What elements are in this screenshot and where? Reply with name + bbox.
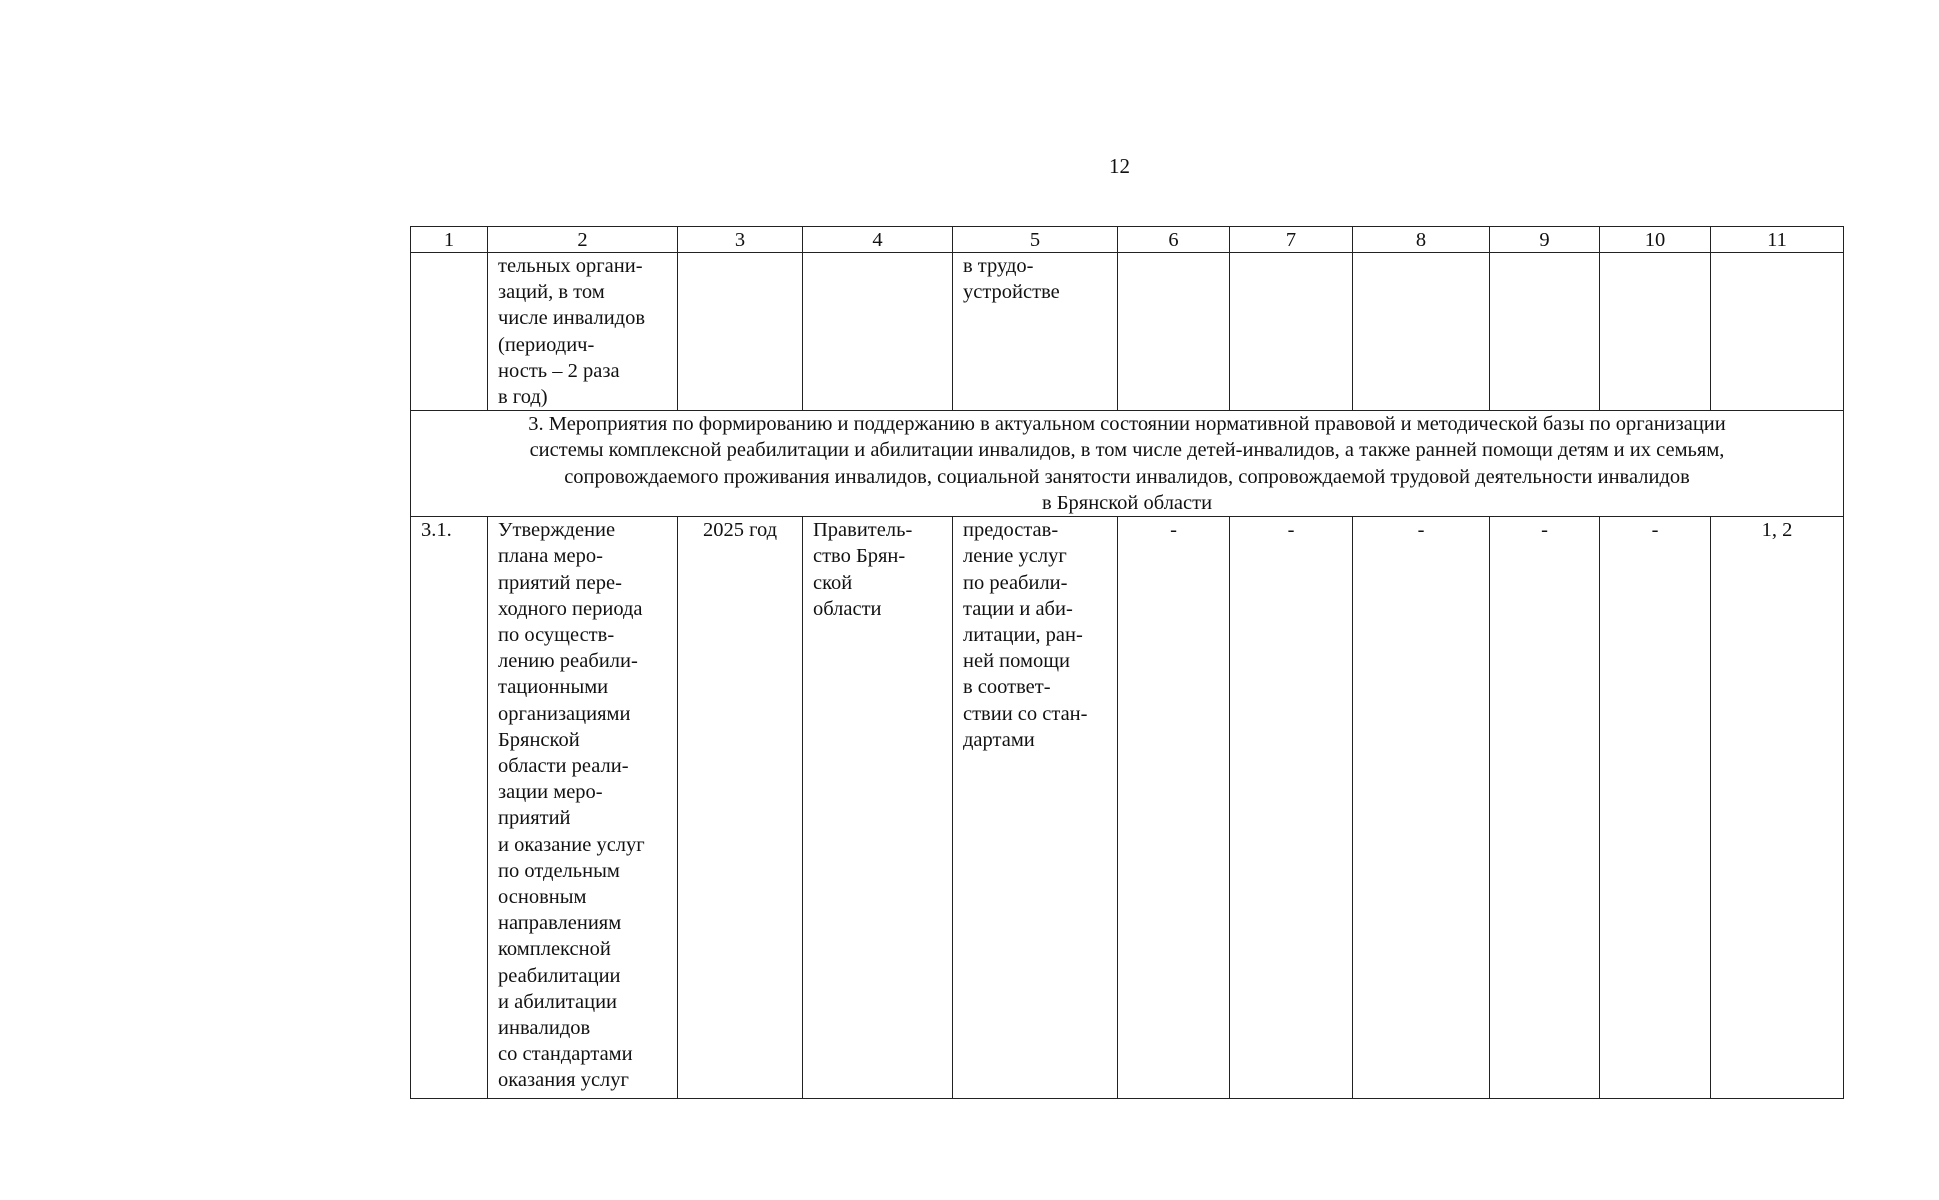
table-cell — [1600, 253, 1711, 411]
table-cell — [803, 253, 953, 411]
value-cell: - — [1353, 517, 1490, 1099]
section-header: 3. Мероприятия по формированию и поддержанию в актуальном состоянии нормативной правовой и методической базы по организации системы комплексной реабилитации и абилитации инвалидов, в том числе детей-инвалидов, а также ранней помощи детям и их семьям, сопровождаемого проживания инвалидов, социальной занятости инвалидов, сопровождаемой трудовой деятельности инвалидов в Брянской области — [411, 411, 1844, 517]
column-number: 1 — [411, 227, 488, 253]
table-cell — [678, 253, 803, 411]
column-number: 7 — [1230, 227, 1353, 253]
value-cell: - — [1118, 517, 1230, 1099]
table-cell — [1230, 253, 1353, 411]
column-number: 10 — [1600, 227, 1711, 253]
item-number-cell: 3.1. — [411, 517, 488, 1099]
column-number: 8 — [1353, 227, 1490, 253]
section-header-row — [411, 411, 1844, 517]
indicator-cell: 1, 2 — [1711, 517, 1844, 1099]
table-cell — [1490, 253, 1600, 411]
page-number: 12 — [1109, 154, 1130, 178]
column-number: 9 — [1490, 227, 1600, 253]
event-name-cell: тельных органи- заций, в том числе инвалидов (периодич- ность – 2 раза в год) — [488, 253, 678, 411]
column-numbers-row — [411, 227, 1844, 253]
program-table — [410, 226, 1844, 1099]
value-cell: - — [1600, 517, 1711, 1099]
table-cell — [1711, 253, 1844, 411]
column-number: 2 — [488, 227, 678, 253]
value-cell: - — [1490, 517, 1600, 1099]
continued-row — [411, 253, 1844, 411]
column-number: 5 — [953, 227, 1118, 253]
column-number: 11 — [1711, 227, 1844, 253]
event-name-cell: Утверждение плана меро- приятий пере- ходного периода по осуществ- лению реабили- тационными организациями Брянской области реали- зации меро- приятий и оказание услуг по отдельным основным направлениям комплексной реабилитации и абилитации инвалидов со стандартами оказания услуг — [488, 517, 678, 1099]
responsible-cell: Правитель- ство Брян- ской области — [803, 517, 953, 1099]
column-number: 4 — [803, 227, 953, 253]
table-row — [411, 517, 1844, 1099]
column-number: 6 — [1118, 227, 1230, 253]
result-cell: в трудо- устройстве — [953, 253, 1118, 411]
table-cell — [411, 253, 488, 411]
deadline-cell: 2025 год — [678, 517, 803, 1099]
column-number: 3 — [678, 227, 803, 253]
table-cell — [1353, 253, 1490, 411]
table-cell — [1118, 253, 1230, 411]
value-cell: - — [1230, 517, 1353, 1099]
result-cell: предостав- ление услуг по реабили- тации и аби- литации, ран- ней помощи в соответ- ствии со стан- дартами — [953, 517, 1118, 1099]
